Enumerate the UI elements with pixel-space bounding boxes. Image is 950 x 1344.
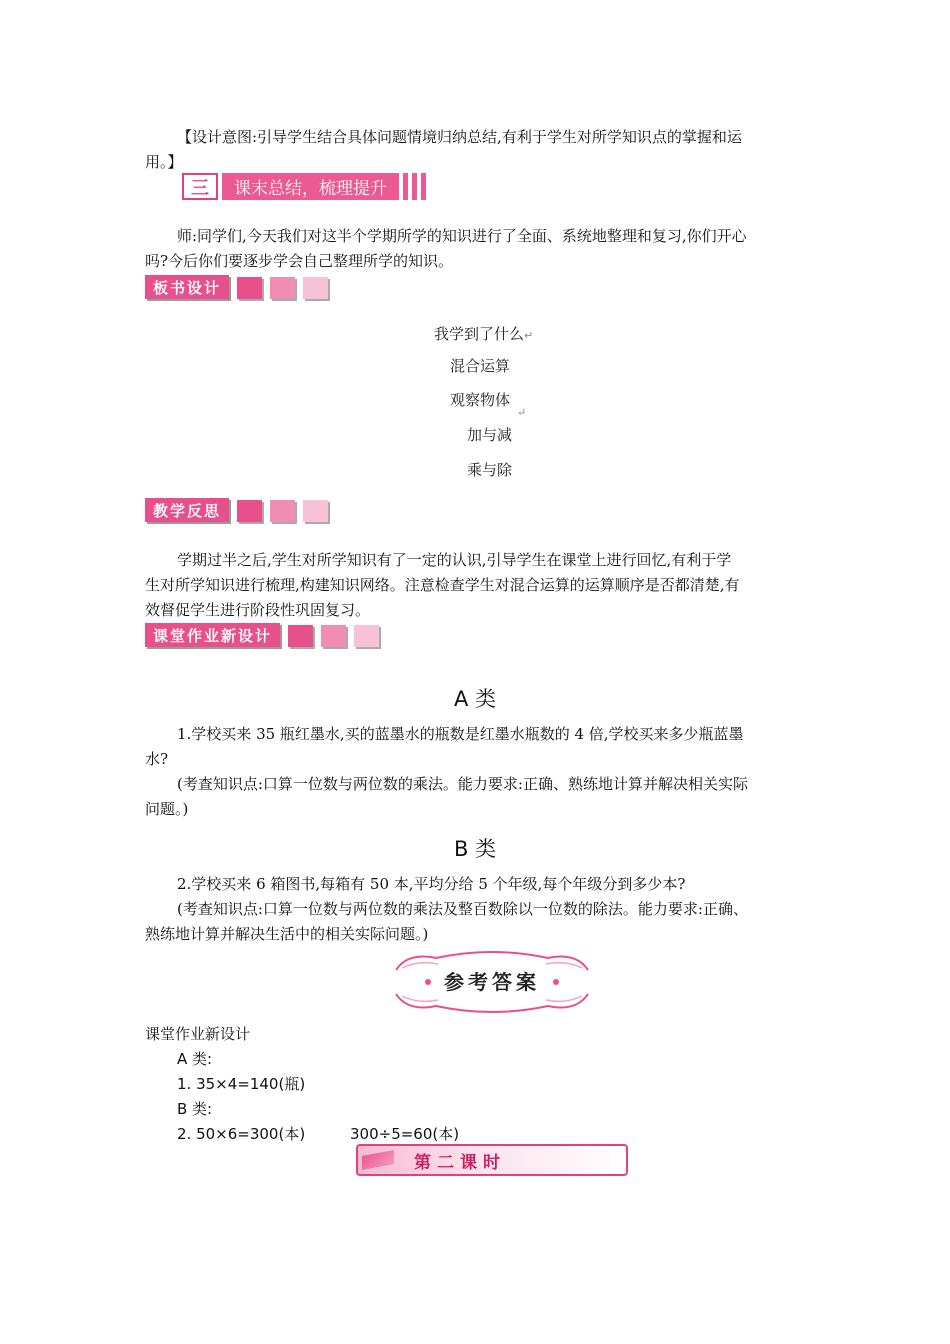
- category-b-heading: B 类: [453, 837, 497, 861]
- design-intent-line1: 【设计意图:引导学生结合具体问题情境归纳总结,有利于学生对所学知识点的掌握和运: [177, 128, 742, 146]
- reflection-line3: 效督促学生进行阶段性巩固复习。: [145, 601, 371, 619]
- reflection-line2: 生对所学知识进行梳理,构建知识网络。注意检查学生对混合运算的运算顺序是否都清楚,有: [145, 576, 740, 594]
- q1-line2: 水?: [145, 750, 169, 768]
- q2-note-line1: (考查知识点:口算一位数与两位数的乘法及整百数除以一位数的除法。能力要求:正确、: [177, 900, 748, 918]
- answers-b1-part1: 2. 50×6=300(本): [177, 1125, 306, 1143]
- board-item: 乘与除: [467, 461, 513, 479]
- section-3-banner: [182, 173, 426, 200]
- decor-square: [303, 277, 328, 299]
- decor-square: [303, 500, 328, 522]
- board-title: [434, 323, 533, 344]
- board-item: 混合运算: [450, 357, 511, 375]
- q1-note-line2: 问题。): [145, 800, 189, 818]
- label-text: 教学反思: [145, 498, 229, 522]
- decor-square: [354, 625, 379, 647]
- homework-label: [145, 623, 379, 647]
- lesson-banner-text: 第二课时: [414, 1153, 506, 1173]
- q2-line1: 2.学校买来 6 箱图书,每箱有 50 本,平均分给 5 个年级,每个年级分到多少本?: [177, 875, 686, 893]
- reflection-line1: 学期过半之后,学生对所学知识有了一定的认识,引导学生在课堂上进行回忆,有利于学: [177, 551, 732, 569]
- board-item: 观察物体: [450, 391, 511, 409]
- category-a-heading: A 类: [453, 687, 497, 711]
- decor-square: [270, 277, 295, 299]
- reflection-label: [145, 498, 328, 522]
- answers-b1-part2: 300÷5=60(本): [350, 1125, 460, 1143]
- banner-bar: [412, 173, 417, 200]
- q2-note-line2: 熟练地计算并解决生活中的相关实际问题。): [145, 925, 429, 943]
- board-title-text: 我学到了什么: [434, 325, 525, 343]
- answers-a-label: A 类:: [177, 1050, 213, 1068]
- answers-heading: 课堂作业新设计: [145, 1025, 251, 1043]
- decor-square: [270, 500, 295, 522]
- q1-note-line1: (考查知识点:口算一位数与两位数的乘法。能力要求:正确、熟练地计算并解决相关实际: [177, 775, 748, 793]
- design-intent-line2: 用。】: [145, 153, 183, 171]
- return-mark: ↵: [517, 406, 527, 419]
- answer-banner-text: 参考答案: [444, 970, 540, 994]
- teacher-talk-line1: 师:同学们,今天我们对这半个学期所学的知识进行了全面、系统地整理和复习,你们开心: [177, 227, 747, 245]
- decor-square: [237, 277, 262, 299]
- banner-bar: [403, 173, 408, 200]
- section-title: 课末总结，梳理提升: [222, 173, 399, 200]
- banner-corner-decor: [362, 1150, 394, 1170]
- return-mark: ↵: [524, 329, 534, 342]
- answers-b-label: B 类:: [177, 1100, 213, 1118]
- q1-line1: 1.学校买来 35 瓶红墨水,买的蓝墨水的瓶数是红墨水瓶数的 4 倍,学校买来多少瓶蓝墨: [177, 725, 744, 743]
- decor-square: [321, 625, 346, 647]
- decor-square: [237, 500, 262, 522]
- answer-banner: [388, 948, 596, 1016]
- teacher-talk-line2: 吗?今后你们要逐步学会自己整理所学的知识。: [145, 252, 454, 270]
- banner-bar: [421, 173, 426, 200]
- section-number: 三: [182, 173, 218, 200]
- board-design-label: [145, 275, 328, 299]
- answers-a1: 1. 35×4=140(瓶): [177, 1075, 306, 1093]
- board-item: 加与减: [467, 426, 513, 444]
- label-text: 课堂作业新设计: [145, 623, 280, 647]
- lesson-banner: [356, 1144, 628, 1176]
- decor-square: [288, 625, 313, 647]
- label-text: 板书设计: [145, 275, 229, 299]
